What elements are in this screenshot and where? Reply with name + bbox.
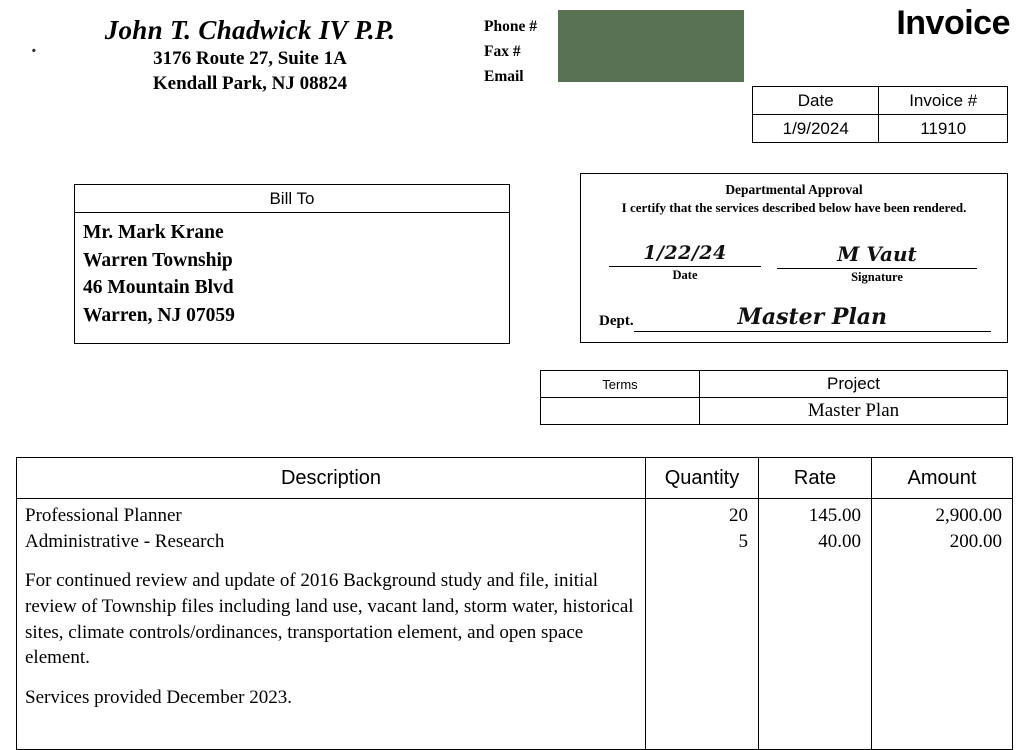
approval-title: Departmental Approval bbox=[725, 182, 863, 197]
meta-header-row bbox=[753, 87, 1008, 115]
project-header: Project bbox=[700, 371, 1008, 398]
amount-cell bbox=[872, 499, 1013, 750]
meta-value-row bbox=[753, 115, 1008, 143]
vendor-name: John T. Chadwick IV P.P. bbox=[104, 15, 396, 45]
terms-header: Terms bbox=[541, 371, 700, 398]
approval-signature-caption: Signature bbox=[851, 270, 903, 284]
description-header: Description bbox=[17, 458, 646, 499]
line-item-rate: 40.00 bbox=[818, 530, 861, 552]
line-items-body-row bbox=[17, 499, 1013, 750]
amount-content bbox=[872, 499, 1012, 554]
approval-dept-value bbox=[634, 304, 991, 332]
amount-header: Amount bbox=[872, 458, 1013, 499]
approval-signature-field bbox=[777, 242, 977, 285]
project-value: Master Plan bbox=[700, 398, 1008, 425]
description-content bbox=[17, 499, 645, 710]
rate-header: Rate bbox=[759, 458, 872, 499]
terms-header-row bbox=[541, 371, 1008, 398]
quantity-cell bbox=[646, 499, 759, 750]
stray-pen-mark: • bbox=[29, 43, 40, 60]
line-item-description: Administrative - Research bbox=[25, 530, 225, 552]
email-label: Email bbox=[484, 68, 524, 86]
redaction-block bbox=[558, 10, 744, 82]
description-services-note: Services provided December 2023. bbox=[25, 686, 292, 708]
date-value: 1/9/2024 bbox=[753, 115, 879, 143]
bill-to-line: Warren Township bbox=[83, 249, 233, 271]
invoice-number-value: 11910 bbox=[879, 115, 1008, 143]
approval-dept-handwritten: Master Plan bbox=[737, 304, 888, 330]
approval-signature-handwritten: M Vaut bbox=[837, 242, 917, 266]
description-spacer bbox=[25, 671, 639, 685]
approval-dept-label: Dept. bbox=[599, 313, 634, 329]
line-item-description: Professional Planner bbox=[25, 505, 182, 526]
document-title: Invoice bbox=[896, 4, 1010, 42]
vendor-address-line-2: Kendall Park, NJ 08824 bbox=[152, 72, 348, 94]
phone-label: Phone # bbox=[484, 18, 537, 35]
date-header: Date bbox=[753, 87, 879, 115]
vendor-address-line-1: 3176 Route 27, Suite 1A bbox=[153, 47, 347, 69]
description-cell bbox=[17, 499, 646, 750]
approval-dept-field bbox=[599, 304, 991, 332]
approval-date-caption: Date bbox=[672, 268, 698, 282]
rate-content bbox=[759, 499, 871, 554]
vendor-block bbox=[40, 16, 460, 96]
rate-cell bbox=[759, 499, 872, 750]
description-notes: For continued review and update of 2016 Background study and file, initial review of Township files including land use, vacant land, storm water, historical sites, climate controls/ordinances, transportation element, and open space element. bbox=[25, 570, 634, 669]
approval-date-field bbox=[609, 242, 761, 283]
bill-to-box bbox=[74, 184, 510, 344]
quantity-header: Quantity bbox=[646, 458, 759, 499]
invoice-number-header: Invoice # bbox=[879, 87, 1008, 115]
line-item-amount: 2,900.00 bbox=[935, 505, 1002, 526]
approval-statement: I certify that the services described below have been rendered. bbox=[621, 200, 967, 215]
line-items-table bbox=[16, 457, 1013, 750]
departmental-approval-box bbox=[580, 173, 1008, 343]
terms-project-table bbox=[540, 370, 1008, 425]
line-item-amount: 200.00 bbox=[949, 530, 1002, 552]
quantity-content bbox=[646, 499, 758, 554]
approval-date-rule bbox=[609, 266, 761, 267]
approval-date-handwritten: 1/22/24 bbox=[643, 242, 727, 264]
line-item-rate: 145.00 bbox=[808, 505, 861, 526]
line-item-quantity: 5 bbox=[738, 530, 748, 552]
description-spacer bbox=[25, 554, 639, 568]
bill-to-line: Warren, NJ 07059 bbox=[83, 305, 235, 327]
contact-labels bbox=[484, 14, 537, 89]
line-item-quantity: 20 bbox=[729, 505, 748, 526]
terms-value-row bbox=[541, 398, 1008, 425]
line-items-header-row bbox=[17, 458, 1013, 499]
invoice-meta-table bbox=[752, 86, 1008, 143]
fax-label: Fax # bbox=[484, 43, 521, 61]
terms-value bbox=[541, 398, 700, 425]
bill-to-line: Mr. Mark Krane bbox=[83, 222, 224, 243]
approval-signature-rule bbox=[777, 268, 977, 269]
bill-to-body bbox=[75, 213, 509, 330]
bill-to-header: Bill To bbox=[75, 185, 509, 213]
bill-to-line: 46 Mountain Blvd bbox=[83, 277, 234, 299]
